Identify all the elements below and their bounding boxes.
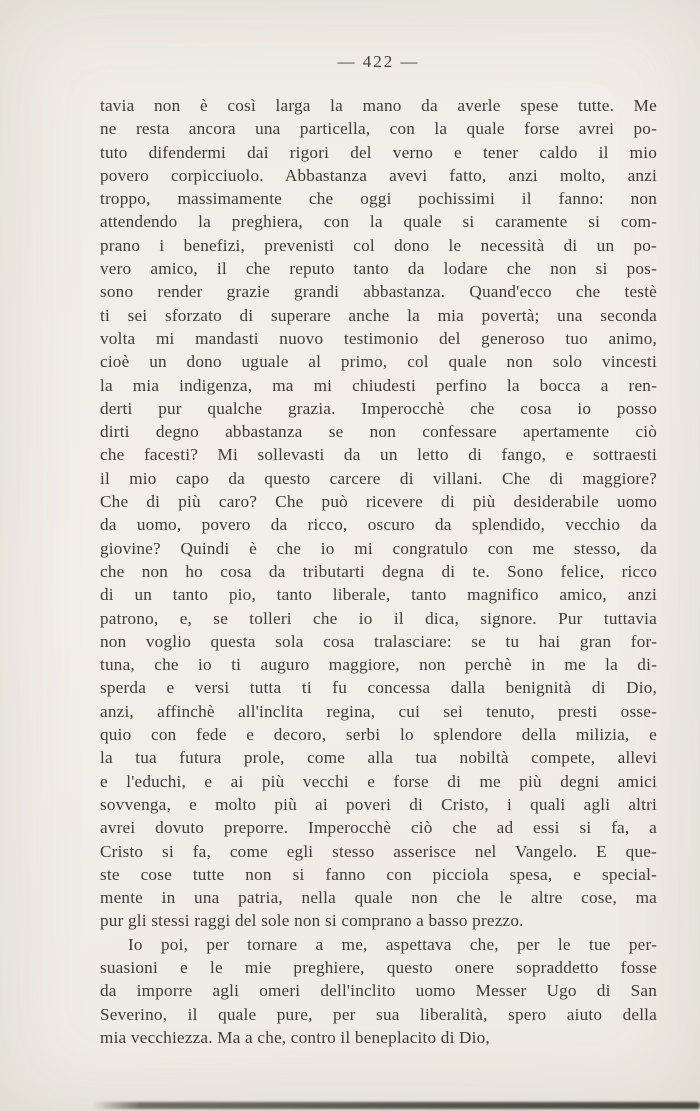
text-line: Severino, il quale pure, per sua liberalità, spero aiuto della [100, 1004, 657, 1024]
text-line: la tua futura prole, come alla tua nobiltà compete, allevi [100, 748, 657, 768]
text-line: troppo, massimamente che oggi pochissimi il fanno: non [100, 189, 657, 209]
text-line: da uomo, povero da ricco, oscuro da splendido, vecchio da [100, 515, 657, 535]
paragraph [100, 933, 657, 1049]
text-line: derti pur qualche grazia. Imperocchè che cosa io posso [100, 398, 657, 418]
text-line: anzi, affinchè all'inclita regina, cui sei tenuto, presti osse- [100, 701, 657, 721]
text-line: sono render grazie grandi abbastanza. Quand'ecco che testè [100, 282, 657, 302]
text-line: mia vecchiezza. Ma a che, contro il beneplacito di Dio, [100, 1027, 490, 1047]
text-line: la mia indigenza, ma mi chiudesti perfino la bocca a ren- [100, 375, 657, 395]
text-line: cioè un dono uguale al primo, col quale non solo vincesti [100, 352, 657, 372]
page-bottom-edge-shadow [92, 1102, 700, 1109]
text-line: volta mi mandasti nuovo testimonio del generoso tuo animo, [100, 328, 657, 348]
text-line: tavia non è così larga la mano da averle spese tutte. Me [100, 96, 657, 115]
text-line: Io poi, per tornare a me, aspettava che, per le tue per- [128, 934, 657, 954]
text-line: attendendo la preghiera, con la quale si caramente si com- [100, 212, 657, 232]
text-line: tuna, che io ti auguro maggiore, non perchè in me la di- [100, 655, 657, 675]
page-number: — 422 — [337, 52, 420, 71]
text-line: e l'educhi, e ai più vecchi e forse di me più degni amici [100, 771, 657, 791]
text-line: di un tanto pio, tanto liberale, tanto magnifico amico, anzi [100, 585, 657, 605]
page-text-block [100, 94, 657, 1049]
text-line: avrei dovuto preporre. Imperocchè ciò che ad essi si fa, a [100, 818, 657, 838]
text-line: da imporre agli omeri dell'inclito uomo Messer Ugo di San [100, 981, 657, 1001]
text-line: che non ho cosa da tributarti degna di te. Sono felice, ricco [100, 561, 657, 581]
text-line: che facesti? Mi sollevasti da un letto di fango, e sottraesti [100, 445, 657, 465]
text-line: sovvenga, e molto più ai poveri di Cristo, i quali agli altri [100, 794, 657, 814]
text-line: ne resta ancora una particella, con la quale forse avrei po- [100, 119, 657, 139]
text-line: vero amico, il che reputo tanto da lodare che non si pos- [100, 259, 657, 279]
paragraph [100, 94, 657, 933]
text-line: suasioni e le mie preghiere, questo onere sopraddetto fosse [100, 957, 657, 977]
text-line: Che di più caro? Che può ricevere di più desiderabile uomo [100, 492, 657, 512]
text-line: non voglio questa sola cosa tralasciare: se tu hai gran for- [100, 631, 657, 651]
text-line: quio con fede e decoro, serbi lo splendore della milizia, e [100, 725, 657, 745]
text-line: prano i benefizi, prevenisti col dono le necessità di un po- [100, 235, 657, 255]
text-line: il mio capo da questo carcere di villani. Che di maggiore? [100, 468, 657, 488]
text-line: ti sei sforzato di superare anche la mia povertà; una seconda [100, 305, 657, 325]
text-line: pur gli stessi raggi del sole non si comprano a basso prezzo. [100, 911, 524, 931]
text-line: ste cose tutte non si fanno con picciola spesa, e special- [100, 864, 657, 884]
text-line: giovine? Quindi è che io mi congratulo con me stesso, da [100, 538, 657, 558]
text-line: mente in una patria, nella quale non che le altre cose, ma [100, 888, 657, 908]
text-line: sperda e versi tutta ti fu concessa dalla benignità di Dio, [100, 678, 657, 698]
text-line: povero corpicciuolo. Abbastanza avevi fatto, anzi molto, anzi [100, 165, 657, 185]
text-line: Cristo si fa, come egli stesso asserisce nel Vangelo. E que- [100, 841, 657, 861]
text-line: dirti degno abbastanza se non confessare apertamente ciò [100, 422, 657, 442]
text-line: tuto difendermi dai rigori del verno e tener caldo il mio [100, 142, 657, 162]
text-line: patrono, e, se tolleri che io il dica, signore. Pur tuttavia [100, 608, 657, 628]
